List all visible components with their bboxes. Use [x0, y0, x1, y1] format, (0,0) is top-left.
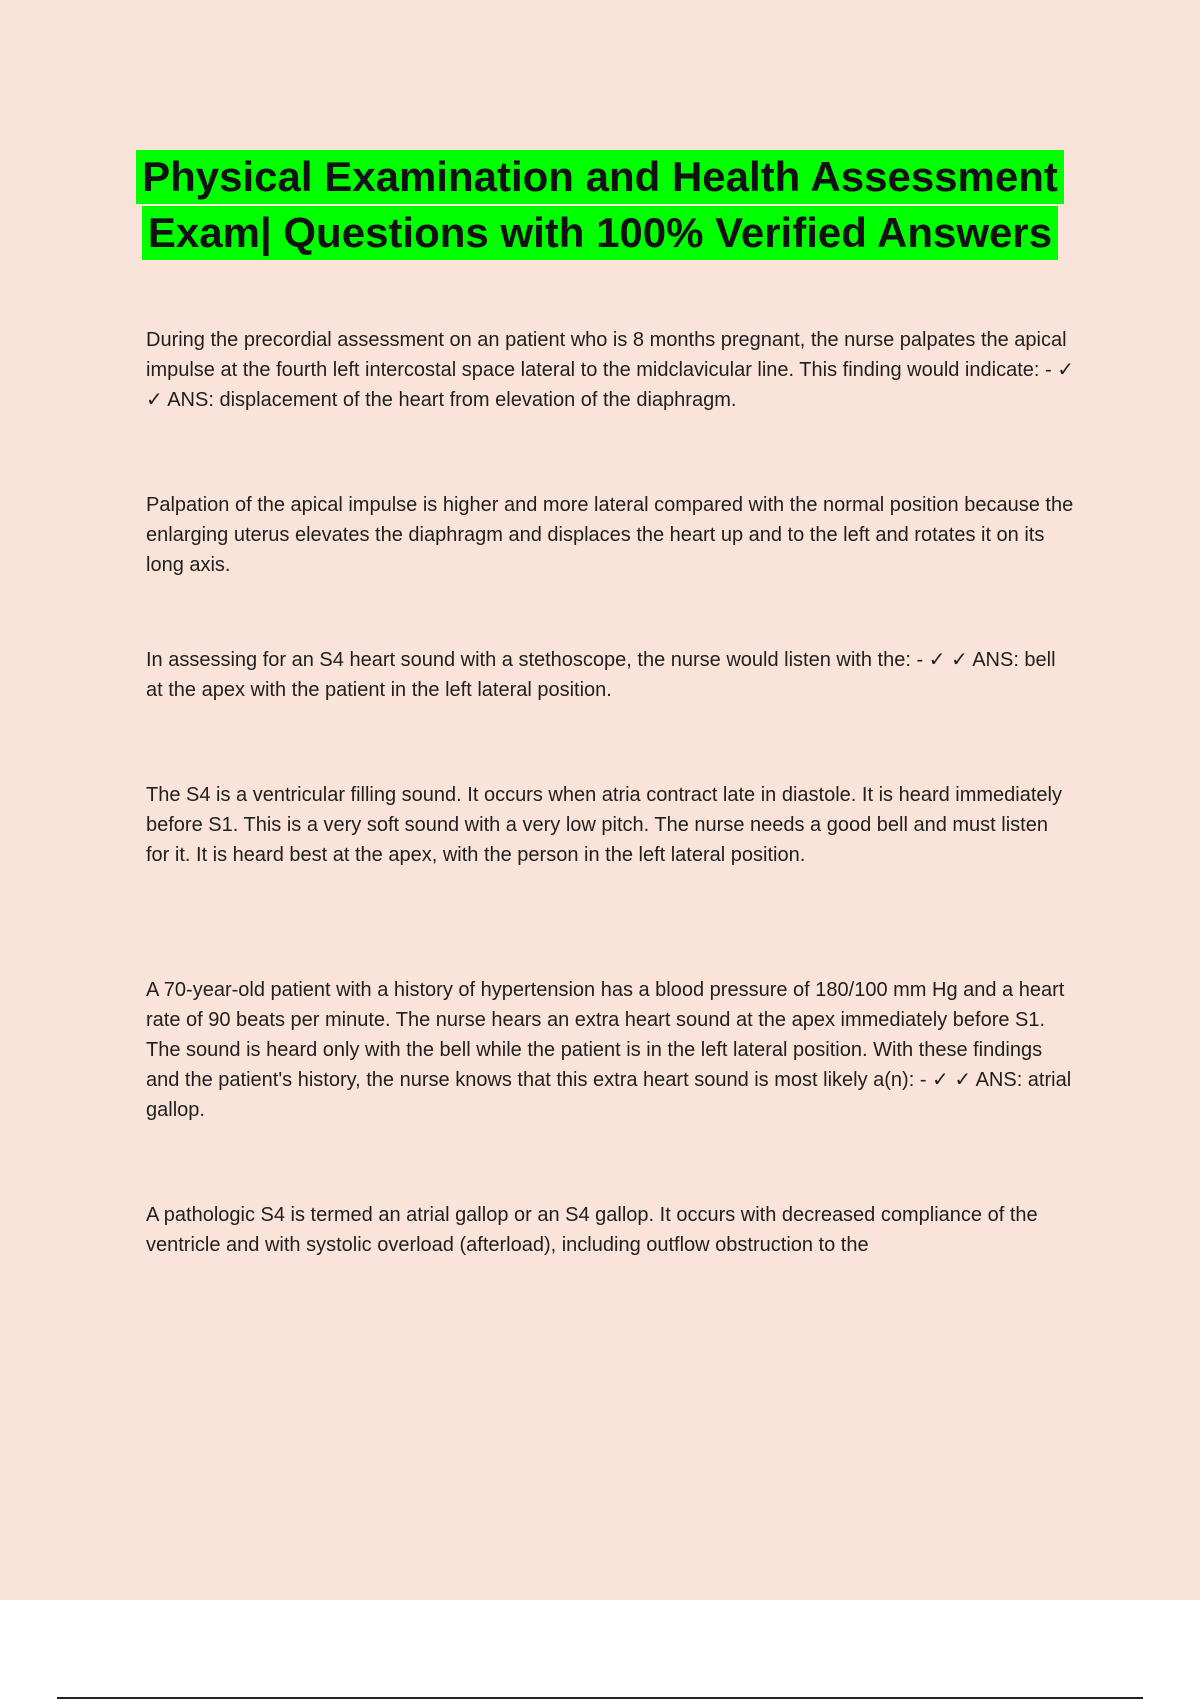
document-title — [0, 150, 1200, 260]
title-line-2: Exam| Questions with 100% Verified Answers — [142, 206, 1058, 260]
rationale-paragraph-2: The S4 is a ventricular filling sound. It occurs when atria contract late in diastole. It is heard immediately before S1. This is a very soft sound with a very low pitch. The nurse needs a good bell and must listen for it. It is heard best at the apex, with the person in the left lateral position. — [146, 784, 1062, 866]
question-paragraph-1: During the precordial assessment on an patient who is 8 months pregnant, the nurse palpates the apical impulse at the fourth left intercostal space lateral to the midclavicular line. This finding would indicate: - ✓ ✓ ANS: displacement of the heart from elevation of the diaphragm. — [146, 329, 1074, 411]
question-paragraph-3: A 70-year-old patient with a history of hypertension has a blood pressure of 180/100 mm Hg and a heart rate of 90 beats per minute. The nurse hears an extra heart sound at the apex immediately before S1. The sound is heard only with the bell while the patient is in the left lateral position. With these findings and the patient's history, the nurse knows that this extra heart sound is most likely a(n): - ✓ ✓ ANS: atrial gallop. — [146, 979, 1072, 1121]
rationale-paragraph-1: Palpation of the apical impulse is higher and more lateral compared with the normal position because the enlarging uterus elevates the diaphragm and displaces the heart up and to the left and rotates it on its long axis. — [146, 494, 1074, 576]
question-paragraph-2: In assessing for an S4 heart sound with a stethoscope, the nurse would listen with the: - ✓ ✓ ANS: bell at the apex with the patient in the left lateral position. — [146, 649, 1056, 701]
title-line-1: Physical Examination and Health Assessment — [136, 150, 1064, 204]
rationale-paragraph-3: A pathologic S4 is termed an atrial gallop or an S4 gallop. It occurs with decreased compliance of the ventricle and with systolic overload (afterload), including outflow obstruction to the — [146, 1204, 1038, 1256]
footer-rule — [57, 1697, 1143, 1699]
